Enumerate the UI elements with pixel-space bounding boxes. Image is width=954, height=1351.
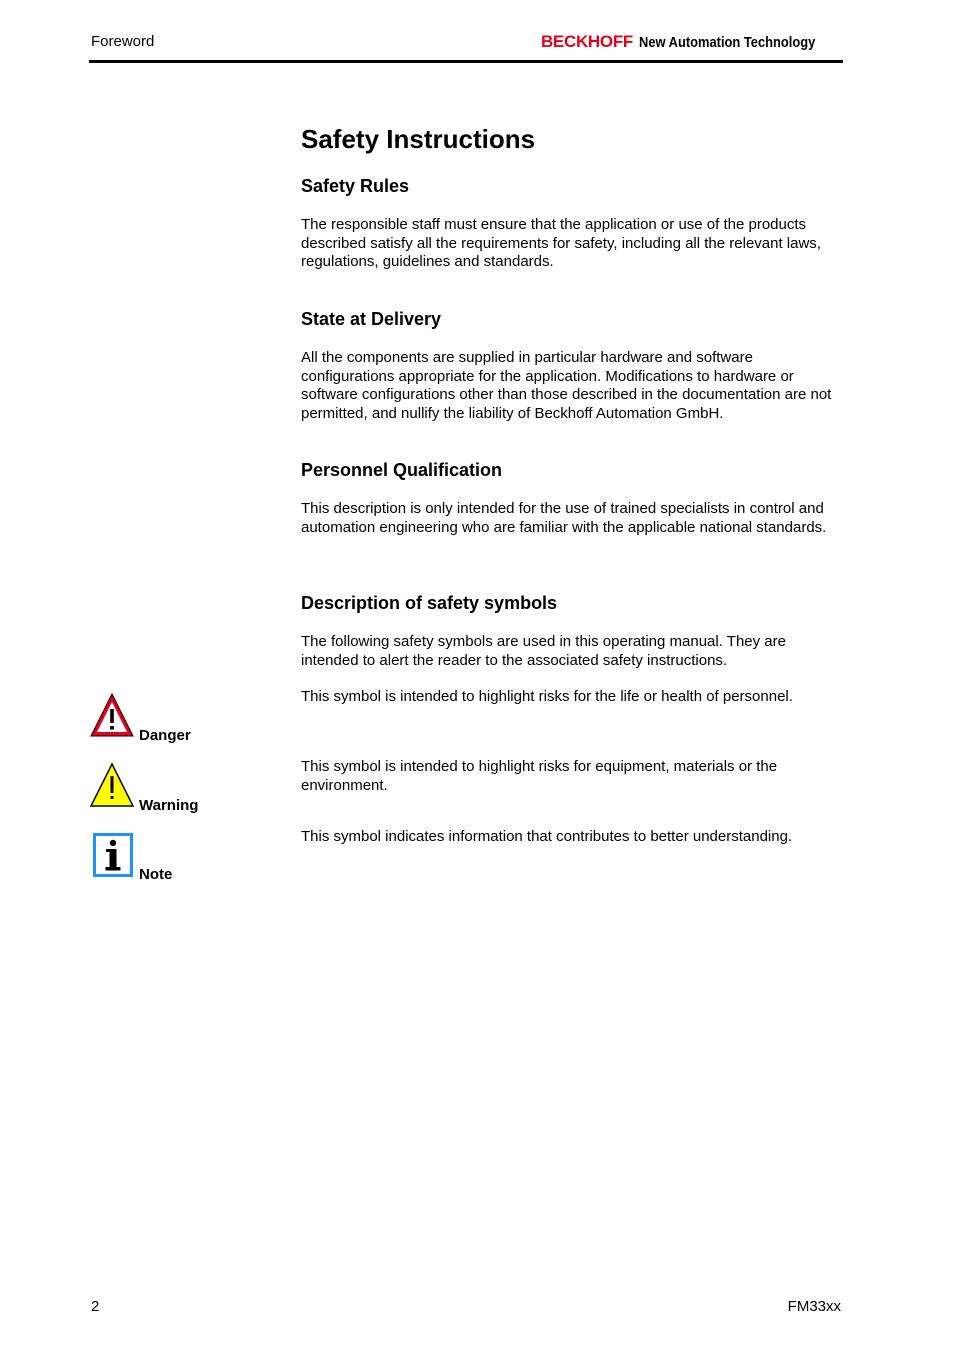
brand-tagline: New Automation Technology xyxy=(639,34,816,51)
document-id: FM33xx xyxy=(787,1298,841,1315)
info-icon xyxy=(93,833,133,882)
brand-logo xyxy=(541,32,844,52)
symbol-description-note: This symbol indicates information that contributes to better understanding. xyxy=(301,828,793,845)
danger-triangle-icon xyxy=(89,692,135,743)
symbol-label-warning: Warning xyxy=(139,797,199,814)
header-divider xyxy=(89,60,843,63)
section-text-state-at-delivery: All the components are supplied in particular hardware and software configurations appropriate for the application. Modifications to hardware or software configurations other than those described in the documentation are not permitted, and nullify the liability of Beckhoff Automation GmbH. xyxy=(301,349,832,422)
section-text-safety-rules: The responsible staff must ensure that the application or use of the products described satisfy all the requirements for safety, including all the relevant laws, regulations, guidelines and standards. xyxy=(301,216,821,270)
warning-triangle-icon xyxy=(89,762,135,813)
symbol-description-danger: This symbol is intended to highlight risks for the life or health of personnel. xyxy=(301,688,793,705)
page-title: Safety Instructions xyxy=(301,124,536,154)
symbol-description-warning: This symbol is intended to highlight risks for equipment, materials or the environment. xyxy=(301,758,778,794)
page-number: 2 xyxy=(91,1298,100,1315)
section-heading-safety-symbols: Description of safety symbols xyxy=(301,593,558,613)
symbol-label-danger: Danger xyxy=(139,727,191,744)
symbol-note xyxy=(89,833,172,882)
section-text-safety-symbols: The following safety symbols are used in this operating manual. They are intended to alert the reader to the associated safety instructions. xyxy=(301,633,786,669)
symbol-warning xyxy=(89,762,198,813)
running-header-section: Foreword xyxy=(91,33,155,50)
symbol-label-note: Note xyxy=(139,866,173,883)
symbol-danger xyxy=(89,692,191,743)
section-text-personnel-qualification: This description is only intended for the use of trained specialists in control and automation engineering who are familiar with the applicable national standards. xyxy=(301,500,827,536)
section-heading-personnel-qualification: Personnel Qualification xyxy=(301,460,503,480)
section-heading-safety-rules: Safety Rules xyxy=(301,176,410,196)
brand-logo-text: BECKHOFF xyxy=(540,32,633,51)
section-heading-state-at-delivery: State at Delivery xyxy=(301,309,442,329)
